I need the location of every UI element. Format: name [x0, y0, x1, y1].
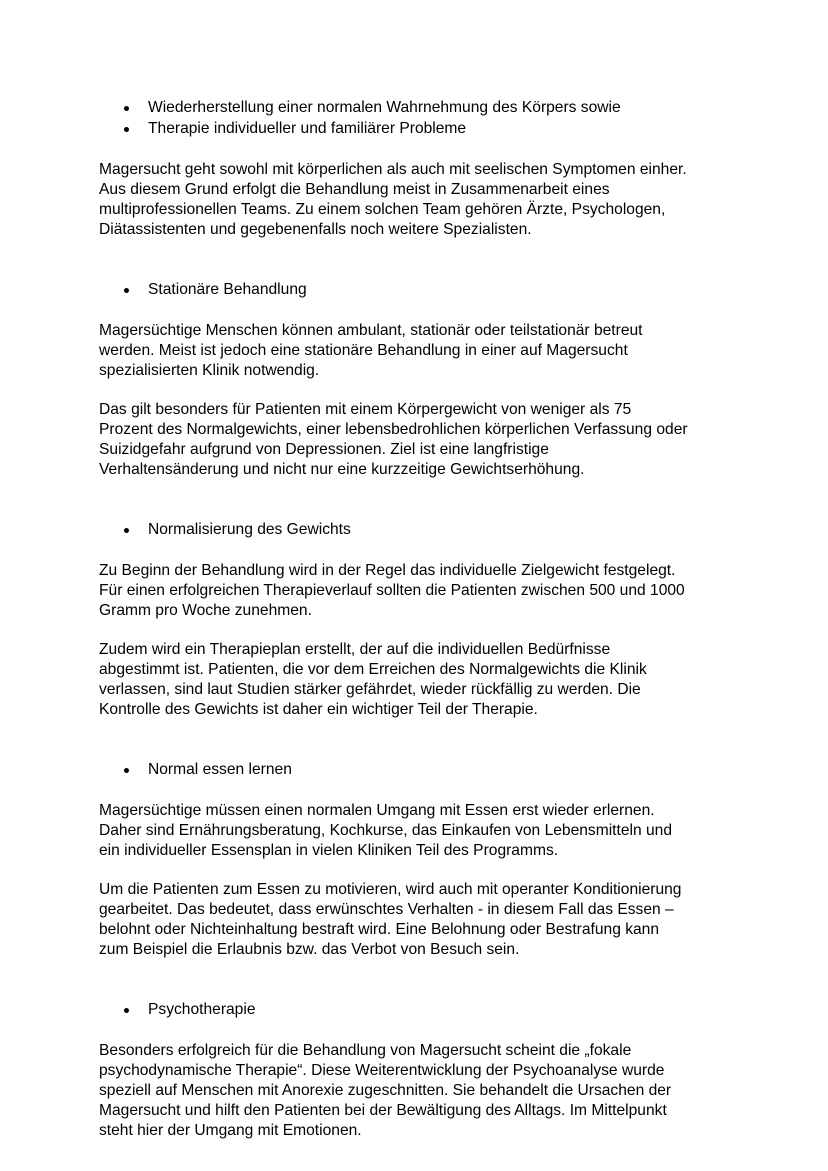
text-line: steht hier der Umgang mit Emotionen. [99, 1122, 362, 1139]
text-line: Kontrolle des Gewichts ist daher ein wichtiger Teil der Therapie. [99, 701, 538, 718]
paragraph [99, 400, 739, 480]
text-line: Magersucht und hilft den Patienten bei der Bewältigung des Alltags. Im Mittelpunkt [99, 1102, 667, 1119]
text-line: Daher sind Ernährungsberatung, Kochkurse, das Einkaufen von Lebensmitteln und [99, 822, 673, 839]
section-heading-psychotherapie [99, 999, 739, 1020]
text-line: psychodynamische Therapie“. Diese Weiterentwicklung der Psychoanalyse wurde [99, 1062, 665, 1079]
paragraph [99, 561, 739, 621]
list-item: Wiederherstellung einer normalen Wahrnehmung des Körpers sowie [99, 97, 739, 118]
text-line: zum Beispiel die Erlaubnis bzw. das Verbot von Besuch sein. [99, 941, 520, 958]
paragraph [99, 321, 739, 381]
text-line: speziell auf Menschen mit Anorexie zugeschnitten. Sie behandelt die Ursachen der [99, 1082, 672, 1099]
paragraph [99, 1041, 739, 1141]
text-line: Suizidgefahr aufgrund von Depressionen. Ziel ist eine langfristige [99, 441, 549, 458]
text-line: Um die Patienten zum Essen zu motivieren, wird auch mit operanter Konditionierung [99, 881, 682, 898]
intro-paragraph [99, 160, 739, 240]
paragraph [99, 880, 739, 960]
section-heading: Psychotherapie [99, 999, 739, 1020]
section-heading: Normalisierung des Gewichts [99, 519, 739, 540]
paragraph [99, 801, 739, 861]
text-line: multiprofessionellen Teams. Zu einem solchen Team gehören Ärzte, Psychologen, [99, 201, 666, 218]
list-item: Therapie individueller und familiärer Probleme [99, 118, 739, 139]
text-line: Magersüchtige müssen einen normalen Umgang mit Essen erst wieder erlernen. [99, 802, 655, 819]
text-line: Verhaltensänderung und nicht nur eine kurzzeitige Gewichtserhöhung. [99, 461, 585, 478]
text-line: ein individueller Essensplan in vielen Kliniken Teil des Programms. [99, 842, 559, 859]
text-line: Magersüchtige Menschen können ambulant, stationär oder teilstationär betreut [99, 322, 643, 339]
section-heading-stationaere-behandlung [99, 279, 739, 300]
text-line: Prozent des Normalgewichts, einer lebensbedrohlichen körperlichen Verfassung oder [99, 421, 688, 438]
section-heading: Normal essen lernen [99, 759, 739, 780]
section-heading-normal-essen-lernen [99, 759, 739, 780]
text-line: Besonders erfolgreich für die Behandlung von Magersucht scheint die „fokale [99, 1042, 632, 1059]
text-line: Magersucht geht sowohl mit körperlichen als auch mit seelischen Symptomen einher. [99, 161, 687, 178]
document-body [99, 97, 739, 1141]
text-line: gearbeitet. Das bedeutet, dass erwünschtes Verhalten - in diesem Fall das Essen – [99, 901, 674, 918]
text-line: Für einen erfolgreichen Therapieverlauf sollten die Patienten zwischen 500 und 1000 [99, 582, 685, 599]
text-line: Gramm pro Woche zunehmen. [99, 602, 312, 619]
intro-bullet-list [99, 97, 739, 139]
text-line: Diätassistenten und gegebenenfalls noch weitere Spezialisten. [99, 221, 532, 238]
text-line: belohnt oder Nichteinhaltung bestraft wird. Eine Belohnung oder Bestrafung kann [99, 921, 660, 938]
text-line: Zudem wird ein Therapieplan erstellt, der auf die individuellen Bedürfnisse [99, 641, 611, 658]
section-heading: Stationäre Behandlung [99, 279, 739, 300]
text-line: werden. Meist ist jedoch eine stationäre Behandlung in einer auf Magersucht [99, 342, 628, 359]
text-line: spezialisierten Klinik notwendig. [99, 362, 320, 379]
text-line: verlassen, sind laut Studien stärker gefährdet, wieder rückfällig zu werden. Die [99, 681, 641, 698]
paragraph [99, 640, 739, 720]
text-line: Aus diesem Grund erfolgt die Behandlung meist in Zusammenarbeit eines [99, 181, 610, 198]
text-line: Das gilt besonders für Patienten mit einem Körpergewicht von weniger als 75 [99, 401, 632, 418]
text-line: abgestimmt ist. Patienten, die vor dem Erreichen des Normalgewichts die Klinik [99, 661, 647, 678]
section-heading-normalisierung-des-gewichts [99, 519, 739, 540]
text-line: Zu Beginn der Behandlung wird in der Regel das individuelle Zielgewicht festgelegt. [99, 562, 676, 579]
